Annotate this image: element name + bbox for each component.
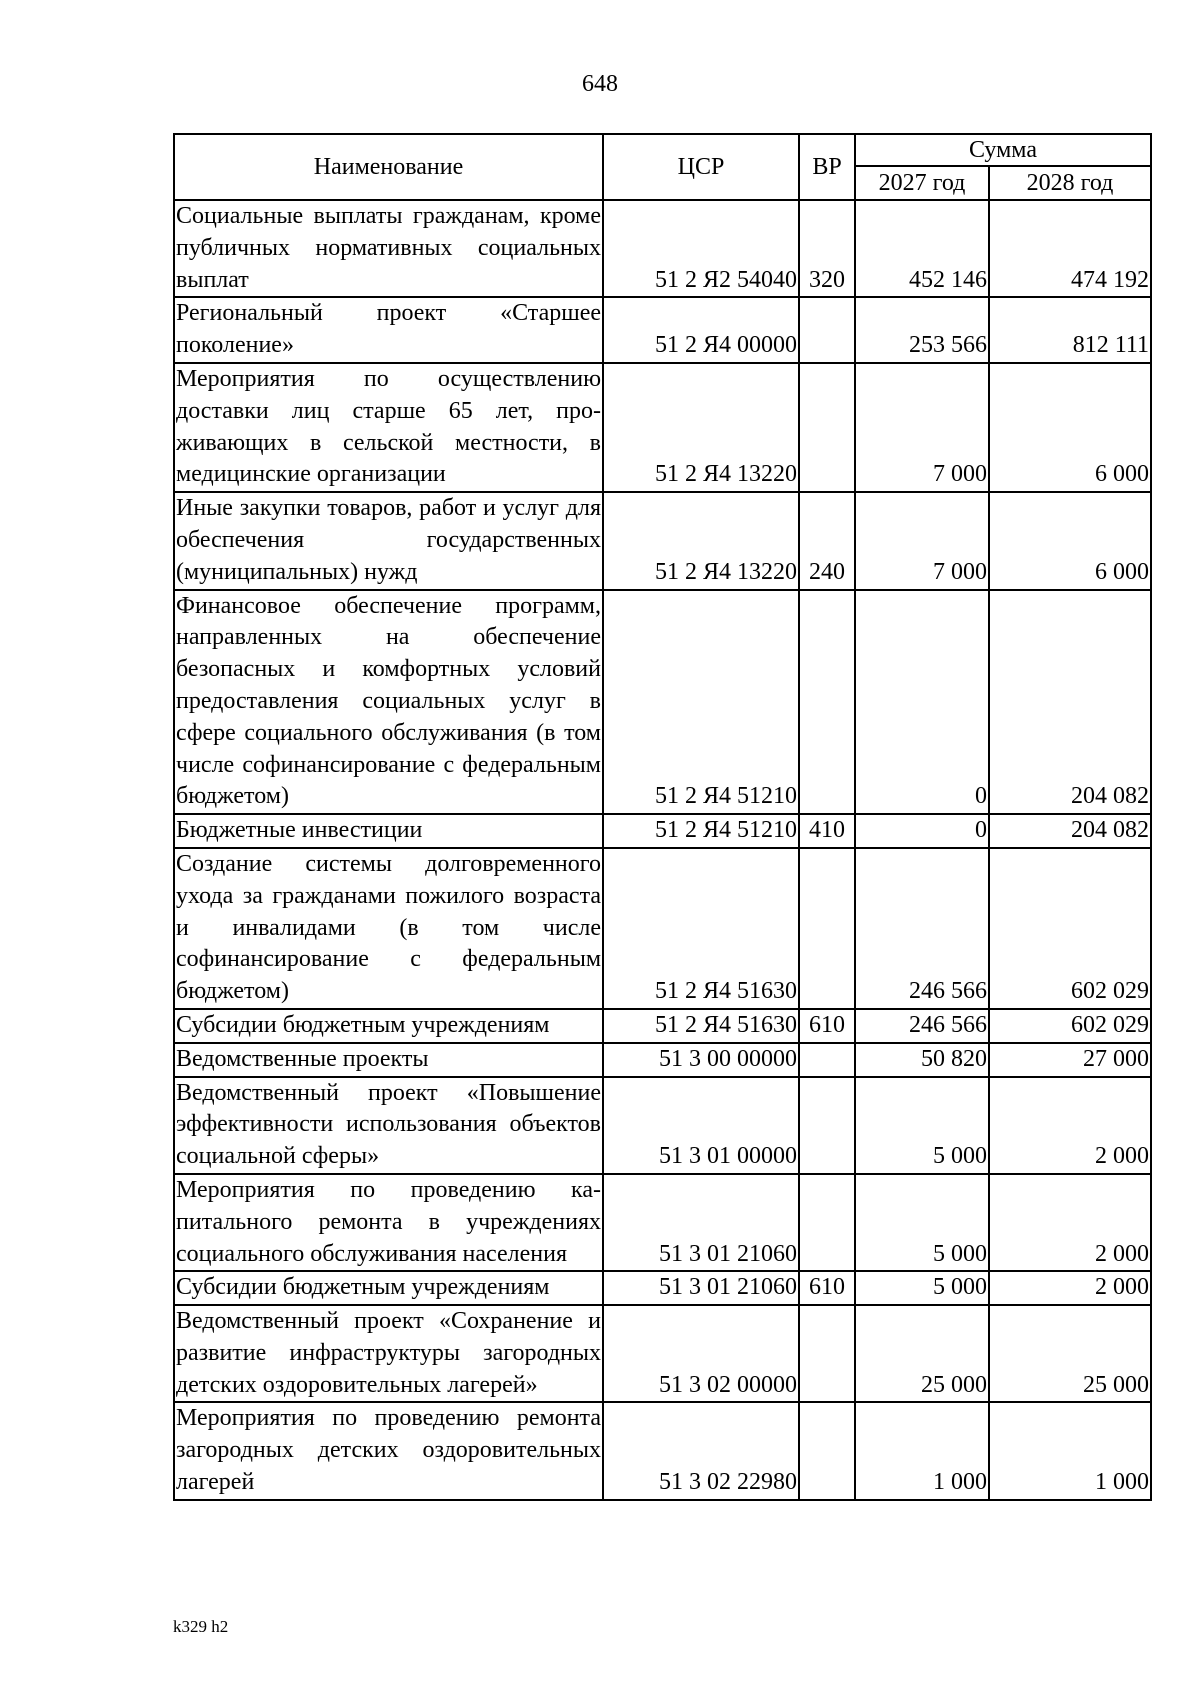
row-csr-cell: 51 2 Я4 13220 [603,492,799,589]
table-row [174,363,1151,492]
row-2027-cell: 253 566 [855,297,989,363]
row-2028-cell: 474 192 [989,200,1151,297]
row-name-cell: Региональный проект «Старшее поколение» [174,297,603,363]
header-csr: ЦСР [603,134,799,200]
row-2027-cell: 1 000 [855,1402,989,1499]
row-2028-cell: 204 082 [989,814,1151,848]
header-sum: Сумма [855,134,1151,166]
row-2028-cell: 602 029 [989,1009,1151,1043]
row-name-cell: Создание системы долговременного ухода за гражданами пожилого возраста и инвалидами (в том числе софинансирование с федеральным бюджетом) [174,848,603,1009]
table-row [174,492,1151,589]
row-2027-cell: 7 000 [855,363,989,492]
table-row [174,1271,1151,1305]
row-csr-cell: 51 2 Я4 13220 [603,363,799,492]
row-csr-cell: 51 2 Я4 00000 [603,297,799,363]
row-vr-cell [799,590,855,815]
table-row [174,1009,1151,1043]
row-vr-cell [799,1077,855,1174]
row-csr-cell: 51 3 02 00000 [603,1305,799,1402]
row-name-cell: Ведомственные проекты [174,1043,603,1077]
header-name: Наименование [174,134,603,200]
row-2028-cell: 2 000 [989,1077,1151,1174]
row-csr-cell: 51 3 00 00000 [603,1043,799,1077]
header-vr: ВР [799,134,855,200]
document-code: k329 h2 [173,1617,229,1636]
row-csr-cell: 51 3 01 21060 [603,1174,799,1271]
row-2027-cell: 452 146 [855,200,989,297]
row-2027-cell: 5 000 [855,1271,989,1305]
row-csr-cell: 51 2 Я2 54040 [603,200,799,297]
row-2027-cell: 0 [855,590,989,815]
row-csr-cell: 51 2 Я4 51630 [603,1009,799,1043]
row-name-cell: Бюджетные инвестиции [174,814,603,848]
table-row [174,200,1151,297]
row-csr-cell: 51 2 Я4 51210 [603,590,799,815]
row-vr-cell: 240 [799,492,855,589]
row-name-cell: Ведомственный проект «Сохранение и развитие инфраструктуры загородных детских оздоровительных лагерей» [174,1305,603,1402]
row-vr-cell [799,297,855,363]
row-vr-cell [799,848,855,1009]
row-vr-cell: 410 [799,814,855,848]
row-2028-cell: 27 000 [989,1043,1151,1077]
row-2028-cell: 204 082 [989,590,1151,815]
row-name-cell: Иные закупки товаров, работ и услуг для обеспечения государственных (муниципальных) нужд [174,492,603,589]
row-2027-cell: 5 000 [855,1077,989,1174]
row-name-cell: Субсидии бюджетным учреждениям [174,1009,603,1043]
table-body [174,200,1151,1500]
row-2028-cell: 6 000 [989,492,1151,589]
row-name-cell: Финансовое обеспечение программ, направленных на обеспечение безопасных и комфортных условий предоставления социальных услуг в сфере социального обслуживания (в том числе софинансирование с федеральным бюджетом) [174,590,603,815]
row-name-cell: Субсидии бюджетным учреждениям [174,1271,603,1305]
row-2028-cell: 2 000 [989,1271,1151,1305]
row-2028-cell: 25 000 [989,1305,1151,1402]
page-number: 648 [582,71,618,97]
row-csr-cell: 51 3 01 00000 [603,1077,799,1174]
table-row [174,814,1151,848]
row-vr-cell: 610 [799,1271,855,1305]
header-year-2027: 2027 год [855,166,989,200]
row-vr-cell [799,363,855,492]
row-2028-cell: 2 000 [989,1174,1151,1271]
row-name-cell: Социальные выплаты гражданам, кроме публичных нормативных социальных выплат [174,200,603,297]
row-vr-cell [799,1174,855,1271]
row-csr-cell: 51 3 02 22980 [603,1402,799,1499]
row-2027-cell: 50 820 [855,1043,989,1077]
row-2028-cell: 602 029 [989,848,1151,1009]
table-row [174,590,1151,815]
row-csr-cell: 51 2 Я4 51210 [603,814,799,848]
row-name-cell: Мероприятия по проведению капитального ремонта в учреждениях социального обслуживания населения [174,1174,603,1271]
row-csr-cell: 51 3 01 21060 [603,1271,799,1305]
row-name-cell: Мероприятия по проведению ремонта загородных детских оздоровительных лагерей [174,1402,603,1499]
header-year-2028: 2028 год [989,166,1151,200]
table-row [174,1305,1151,1402]
table-row [174,1077,1151,1174]
table-row [174,848,1151,1009]
table-header [174,134,1151,200]
row-vr-cell [799,1043,855,1077]
table-row [174,1174,1151,1271]
budget-table [173,133,1152,1501]
row-2027-cell: 246 566 [855,1009,989,1043]
row-2028-cell: 6 000 [989,363,1151,492]
row-vr-cell [799,1305,855,1402]
row-2027-cell: 25 000 [855,1305,989,1402]
table-row [174,1402,1151,1499]
table-row [174,297,1151,363]
row-vr-cell [799,1402,855,1499]
row-2027-cell: 246 566 [855,848,989,1009]
row-name-cell: Ведомственный проект «Повышение эффективности использования объектов социальной сферы» [174,1077,603,1174]
row-2027-cell: 5 000 [855,1174,989,1271]
row-2028-cell: 1 000 [989,1402,1151,1499]
row-2027-cell: 0 [855,814,989,848]
row-vr-cell: 320 [799,200,855,297]
table-row [174,1043,1151,1077]
row-2027-cell: 7 000 [855,492,989,589]
row-vr-cell: 610 [799,1009,855,1043]
row-csr-cell: 51 2 Я4 51630 [603,848,799,1009]
row-name-cell: Мероприятия по осуществлению доставки лиц старше 65 лет, проживающих в сельской местности, в медицинские организации [174,363,603,492]
row-2028-cell: 812 111 [989,297,1151,363]
